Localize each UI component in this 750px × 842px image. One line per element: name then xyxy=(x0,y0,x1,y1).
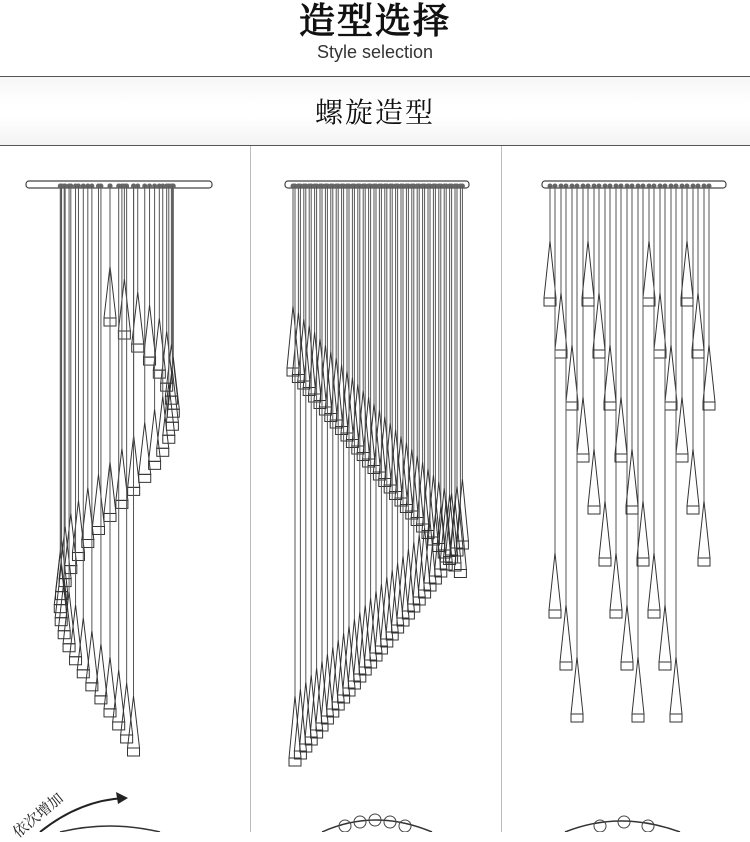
cone-lamp xyxy=(92,474,104,526)
lamp-cap xyxy=(113,722,125,730)
cone-lamp xyxy=(571,657,583,714)
cone-lamp xyxy=(665,345,677,402)
cone-lamp xyxy=(121,683,133,735)
lamp-cap xyxy=(610,610,622,618)
cone-lamp xyxy=(698,501,710,558)
cone-lamp xyxy=(287,306,299,368)
lamp-cap xyxy=(588,506,600,514)
ring-outline xyxy=(60,826,160,832)
lamp-cap xyxy=(582,298,594,306)
lamp-cap xyxy=(571,714,583,722)
page-title: 造型选择 xyxy=(298,1,451,42)
lamp-cap xyxy=(166,422,178,430)
cone-lamp xyxy=(582,241,594,298)
lamp-circle xyxy=(642,820,654,832)
lamp-cap xyxy=(681,298,693,306)
increase-note: 依次增加 xyxy=(9,788,67,842)
lamp-cap xyxy=(118,331,130,339)
lamp-circle xyxy=(399,820,411,832)
lamp-cap xyxy=(116,500,128,508)
cone-lamp xyxy=(116,448,128,500)
chandelier-illustration-2 xyxy=(251,146,501,832)
arrow-head-icon xyxy=(116,792,128,804)
lamp-cap xyxy=(63,644,75,652)
lamp-cap xyxy=(555,350,567,358)
lamp-cap xyxy=(599,558,611,566)
lamp-cap xyxy=(593,350,605,358)
bottom-view-sketch xyxy=(0,770,750,832)
cone-lamp xyxy=(610,553,622,610)
style-panel-1[interactable] xyxy=(0,146,250,832)
cone-lamp xyxy=(692,293,704,350)
cone-lamp xyxy=(654,293,666,350)
lamp-cap xyxy=(637,558,649,566)
cone-lamp xyxy=(643,241,655,298)
ring-outline xyxy=(565,821,680,832)
style-panel-3[interactable] xyxy=(502,146,750,832)
lamp-cap xyxy=(560,662,572,670)
chandelier-illustration-1 xyxy=(0,146,250,832)
cone-lamp xyxy=(544,241,556,298)
cone-lamp xyxy=(77,618,89,670)
lamp-cap xyxy=(544,298,556,306)
cone-lamp xyxy=(549,553,561,610)
cone-lamp xyxy=(560,605,572,662)
lamp-cap xyxy=(676,454,688,462)
lamp-cap xyxy=(692,350,704,358)
lamp-cap xyxy=(648,610,660,618)
lamp-cap xyxy=(659,662,671,670)
cone-lamp xyxy=(577,397,589,454)
lamp-cap xyxy=(670,714,682,722)
cone-lamp xyxy=(626,449,638,506)
cone-lamp xyxy=(703,345,715,402)
style-panels xyxy=(0,146,750,832)
cone-lamp xyxy=(615,397,627,454)
cone-lamp xyxy=(149,409,161,461)
lamp-cap xyxy=(128,748,140,756)
lamp-cap xyxy=(621,662,633,670)
lamp-cap xyxy=(626,506,638,514)
cone-lamp xyxy=(593,293,605,350)
chandelier-illustration-3 xyxy=(502,146,750,832)
lamp-cap xyxy=(654,350,666,358)
style-panel-2[interactable] xyxy=(251,146,501,832)
cone-lamp xyxy=(621,605,633,662)
lamp-cap xyxy=(577,454,589,462)
lamp-cap xyxy=(157,448,169,456)
cone-lamp xyxy=(659,605,671,662)
cone-lamp xyxy=(637,501,649,558)
cone-lamp xyxy=(599,501,611,558)
cone-lamp xyxy=(555,293,567,350)
page-subtitle: Style selection xyxy=(316,42,434,62)
lamp-cap xyxy=(92,526,104,534)
cone-lamp xyxy=(604,345,616,402)
lamp-cap xyxy=(643,298,655,306)
lamp-cap xyxy=(70,657,82,665)
cone-lamp xyxy=(144,305,156,357)
lamp-cap xyxy=(687,506,699,514)
lamp-cap xyxy=(665,402,677,410)
cone-lamp xyxy=(566,345,578,402)
cone-lamp xyxy=(588,449,600,506)
lamp-cap xyxy=(163,435,175,443)
lamp-cap xyxy=(703,402,715,410)
lamp-cap xyxy=(698,558,710,566)
cone-lamp xyxy=(681,241,693,298)
lamp-cap xyxy=(566,402,578,410)
cone-lamp xyxy=(670,657,682,714)
lamp-cap xyxy=(615,454,627,462)
lamp-cap xyxy=(121,735,133,743)
lamp-cap xyxy=(604,402,616,410)
section-header xyxy=(0,76,750,146)
lamp-cap xyxy=(632,714,644,722)
cone-lamp xyxy=(676,397,688,454)
cone-lamp xyxy=(118,279,130,331)
cone-lamp xyxy=(648,553,660,610)
lamp-cap xyxy=(72,553,84,561)
section-title: 螺旋造型 xyxy=(314,96,435,129)
cone-lamp xyxy=(632,657,644,714)
lamp-cap xyxy=(139,474,151,482)
cone-lamp xyxy=(687,449,699,506)
lamp-cap xyxy=(153,370,165,378)
lamp-circle xyxy=(339,820,351,832)
page-header xyxy=(0,0,750,76)
lamp-circle xyxy=(618,816,630,828)
lamp-cap xyxy=(549,610,561,618)
